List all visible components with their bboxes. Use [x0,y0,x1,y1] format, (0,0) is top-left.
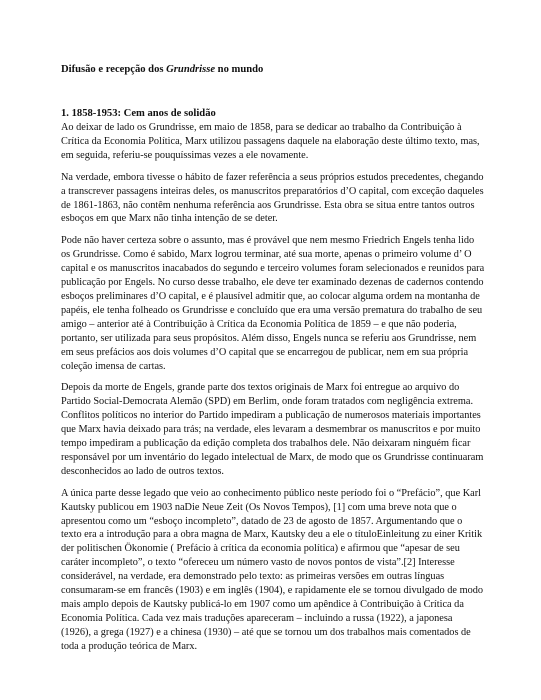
paragraph-4: Depois da morte de Engels, grande parte dos textos originais de Marx foi entregue ao arquivo do Partido Social-Democrata Alemão (SPD) em Berlim, onde foram tratados com negligência extrema. Conflitos políticos no interior do Partido impediram a publicação de numerosos materiais importantes que Marx havia deixado para trás; na verdade, eles levaram a desmembrar os manuscritos e por muito tempo impediram a publicação da edição completa dos trabalhos dele. Não deixaram ninguém ficar responsável por um inventário do legado intelectual de Marx, de modo que os Grundrisse continuaram desconhecidos ao lado de outros textos. [61,382,484,477]
document-page [61,63,485,662]
document-title [61,63,485,77]
title-suffix: no mundo [215,64,264,75]
section-heading: 1. 1858-1953: Cem anos de solidão [61,108,216,119]
title-italic: Grundrisse [166,64,216,75]
paragraph-1: Ao deixar de lado os Grundrisse, em maio de 1858, para se dedicar ao trabalho da Contribuição à Crítica da Economia Política, Marx utilizou passagens daquele na elaboração deste último texto, mas, em seguida, referiu-se pouquíssimas vezes a ele novamente. [61,122,480,161]
title-prefix: Difusão e recepção dos [61,64,167,75]
paragraph-5: A única parte desse legado que veio ao conhecimento público neste período foi o “Prefácio”, que Karl Kautsky publicou em 1903 naDie Neue Zeit (Os Novos Tempos), [1] com uma breve nota que o apresentou como um “esboço incompleto”, datado de 23 de agosto de 1857. Argumentando que o texto era a introdução para a obra magna de Marx, Kautsky deu a ele o títuloEinleitung zu einer Kritik der politischen Ökonomie ( Prefácio à crítica da economia política) e afirmou que “apesar de seu caráter incompleto”, o texto “ofereceu um número vasto de novos pontos de vista”.[2] Interesse considerável, na verdade, era demonstrado pelo texto: as primeiras versões em outras línguas consumaram-se em francês (1903) e em inglês (1904), e rapidamente ele se tornou divulgado de modo mais amplo depois de Kautsky publicá-lo em 1907 como um apêndice à Contribuição à Crítica da Economia Política. Cada vez mais traduções apareceram – incluindo a russa (1922), a japonesa (1926), a grega (1927) e a chinesa (1930) – até que se tornou um dos trabalhos mais comentados de toda a produção teórica de Marx. [61,487,484,652]
paragraph-2: Na verdade, embora tivesse o hábito de fazer referência a seus próprios estudos precedentes, chegando a transcrever passagens inteiras deles, os manuscritos preparatórios d’O capital, com exceção daqueles de 1861-1863, não contêm nenhuma referência aos Grundrisse. Esta obra se situa entre tantos outros esboços em que Marx não tinha intenção de se deter. [61,171,484,225]
paragraph-3: Pode não haver certeza sobre o assunto, mas é provável que nem mesmo Friedrich Engels tenha lido os Grundrisse. Como é sabido, Marx logrou terminar, até sua morte, apenas o primeiro volume d’ O capital e os manuscritos inacabados do segundo e terceiro volumes foram selecionados e reunidos para publicação por Engels. No curso desse trabalho, ele deve ter examinado dezenas de cadernos contendo esboços preliminares d’O capital, e é plausível admitir que, ao colocar alguma ordem na montanha de papéis, ele tenha folheado os Grundrisse e concluído que era uma versão prematura do trabalho de seu amigo – anterior até à Contribuição à Crítica da Economia Política de 1859 – e que não poderia, portanto, ser utilizada para seus propósitos. Além disso, Engels nunca se referiu aos Grundrisse, nem em seus prefácios aos dois volumes d’O capital que se encarregou de publicar, nem em sua própria coleção imensa de cartas. [61,235,485,372]
